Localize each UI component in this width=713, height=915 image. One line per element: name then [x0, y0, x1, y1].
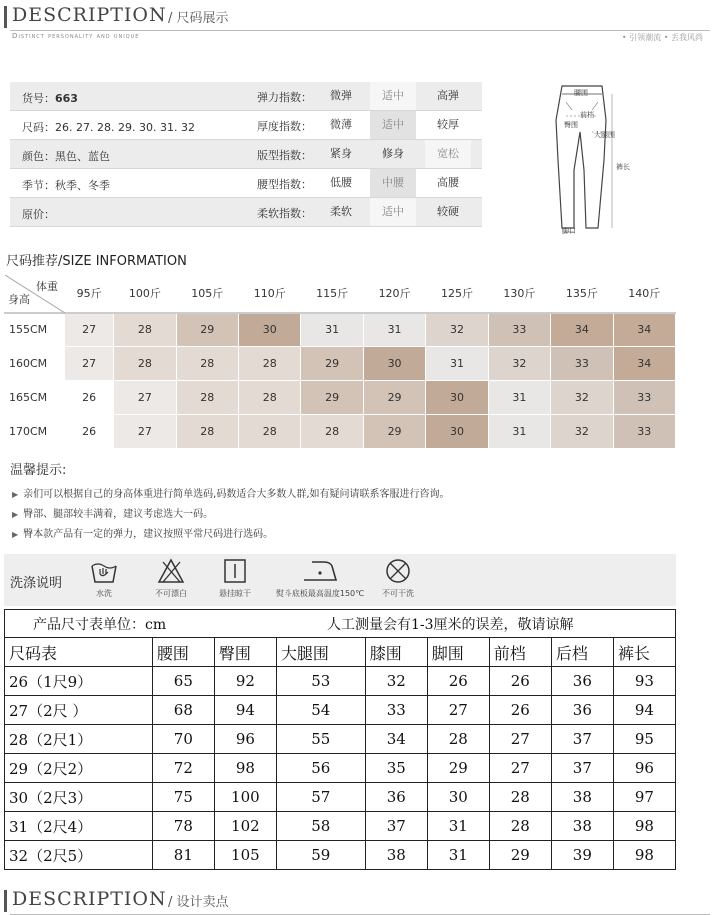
measurement-cell: 56	[276, 754, 365, 783]
weight-header: 100斤	[114, 275, 176, 313]
size-cell: 28	[239, 381, 301, 415]
corner-weight-label: 体重	[36, 280, 58, 293]
measurement-cell: 32	[365, 667, 427, 696]
measurement-cell: 92	[214, 667, 276, 696]
index-option: 柔软	[330, 205, 352, 218]
measurement-cell: 59	[276, 841, 365, 870]
measurement-cell: 72	[152, 754, 214, 783]
tips-title: 温馨提示:	[10, 463, 67, 478]
size-cell: 31	[426, 347, 488, 381]
header-divider	[10, 30, 710, 31]
diagram-label-thigh: 大腿围	[594, 131, 615, 139]
diagram-label-hip: 臀围	[564, 121, 578, 129]
pants-diagram	[540, 80, 660, 240]
measurement-column-header: 臀围	[214, 638, 276, 667]
measurement-cell: 27	[489, 754, 551, 783]
measurement-cell: 93	[613, 667, 675, 696]
measurement-cell: 57	[276, 783, 365, 812]
product-attr	[22, 119, 195, 135]
measurement-cell: 55	[276, 725, 365, 754]
size-cell: 27	[114, 415, 176, 449]
measurement-cell: 36	[365, 783, 427, 812]
product-info-row	[10, 140, 482, 169]
header-title: DESCRIPTION	[12, 4, 167, 26]
diagram-label-front-rise: 前档	[580, 111, 594, 119]
tip-item: ▶ 臀本款产品有一定的弹力，建议按照平常尺码进行选码。	[12, 525, 273, 540]
index-label: 弹力指数：	[257, 91, 312, 104]
index-option: 高腰	[437, 176, 459, 189]
weight-header: 130斤	[488, 275, 550, 313]
measurement-cell: 30	[427, 783, 489, 812]
measurement-cell: 37	[365, 812, 427, 841]
measurement-cell: 27	[489, 725, 551, 754]
grid-row	[5, 313, 676, 347]
measurement-cell: 35	[365, 754, 427, 783]
product-attr-value: 秋季、冬季	[55, 179, 110, 192]
measurement-cell: 98	[613, 812, 675, 841]
size-cell: 33	[613, 381, 675, 415]
size-cell: 34	[613, 347, 675, 381]
size-cell: 33	[488, 313, 550, 347]
measurement-cell: 28	[427, 725, 489, 754]
size-cell: 32	[551, 415, 613, 449]
product-attr-value: 663	[55, 92, 78, 105]
weight-header: 110斤	[239, 275, 301, 313]
measurement-size-label: 30（2尺3）	[5, 783, 153, 812]
size-cell: 33	[613, 415, 675, 449]
measurement-cell: 96	[613, 754, 675, 783]
measurement-row	[5, 725, 676, 754]
product-attr-label: 尺码：	[22, 121, 55, 134]
index-option: 微薄	[330, 118, 352, 131]
size-cell: 29	[363, 381, 425, 415]
measurement-cell: 100	[214, 783, 276, 812]
measurement-row	[5, 841, 676, 870]
size-recommend-grid	[4, 274, 676, 449]
grid-corner	[5, 275, 65, 313]
size-cell: 29	[176, 313, 238, 347]
product-info-row	[10, 198, 482, 227]
grid-row	[5, 347, 676, 381]
product-info-row	[10, 82, 482, 111]
tip-item: ▶ 臀部、腿部较丰满着，建议考虑选大一码。	[12, 505, 213, 520]
index-label: 版型指数：	[257, 149, 312, 162]
weight-header: 125斤	[426, 275, 488, 313]
measurement-cell: 53	[276, 667, 365, 696]
size-cell: 30	[426, 415, 488, 449]
measurement-cell: 26	[489, 667, 551, 696]
size-cell: 28	[239, 347, 301, 381]
grid-header-row	[5, 275, 676, 313]
index-option-selected: 适中	[370, 111, 416, 139]
size-cell: 31	[488, 381, 550, 415]
measurement-cell: 95	[613, 725, 675, 754]
product-attr-label: 原价：	[22, 208, 55, 221]
measurement-cell: 98	[214, 754, 276, 783]
size-cell: 32	[488, 347, 550, 381]
measurement-column-header: 膝围	[365, 638, 427, 667]
footer-subtitle: / 设计卖点	[168, 895, 229, 910]
header-tagline: Distinct personality and unique	[12, 32, 140, 40]
size-cell: 27	[65, 313, 114, 347]
height-label: 160CM	[5, 347, 65, 381]
product-attr	[22, 90, 78, 106]
diagram-label-length: 裤长	[616, 163, 630, 171]
product-attr	[22, 148, 110, 164]
tip-item: ▶ 亲们可以根据自己的身高体重进行简单选码,码数适合大多数人群,如有疑问请联系客服进行咨询。	[12, 485, 450, 500]
measurement-row	[5, 696, 676, 725]
weight-header: 135斤	[551, 275, 613, 313]
size-cell: 31	[301, 313, 363, 347]
measurement-column-header: 大腿围	[276, 638, 365, 667]
size-cell: 28	[301, 415, 363, 449]
measurement-cell: 37	[551, 725, 613, 754]
index-option: 修身	[382, 147, 404, 160]
size-cell: 26	[65, 381, 114, 415]
size-cell: 28	[239, 415, 301, 449]
index-option-selected: 中腰	[370, 169, 416, 197]
index-label: 厚度指数：	[257, 120, 312, 133]
no-bleach-text: 不可漂白	[155, 589, 187, 598]
index-option: 微弹	[330, 89, 352, 102]
header-slogan: • 引领潮流 • 丢我风尚	[621, 33, 703, 42]
weight-header: 115斤	[301, 275, 363, 313]
index-label: 柔软指数：	[257, 207, 312, 220]
measurement-cell: 39	[551, 841, 613, 870]
index-option: 较厚	[437, 118, 459, 131]
size-cell: 30	[426, 381, 488, 415]
size-cell: 33	[551, 347, 613, 381]
size-cell: 28	[114, 347, 176, 381]
section-header-bottom	[0, 888, 713, 915]
height-label: 170CM	[5, 415, 65, 449]
grid-row	[5, 381, 676, 415]
measurement-cell: 26	[489, 696, 551, 725]
measurement-cell: 37	[551, 754, 613, 783]
measurement-cell: 94	[613, 696, 675, 725]
size-cell: 31	[363, 313, 425, 347]
measurement-cell: 26	[427, 667, 489, 696]
index-label: 腰型指数：	[257, 178, 312, 191]
measurement-cell: 38	[551, 783, 613, 812]
height-label: 165CM	[5, 381, 65, 415]
product-info-row	[10, 169, 482, 198]
product-attr-value: 26. 27. 28. 29. 30. 31. 32	[55, 121, 195, 134]
no-dry-clean-icon	[376, 556, 420, 599]
index-option-selected: 适中	[370, 82, 416, 110]
measurement-cell: 29	[427, 754, 489, 783]
index-option: 较硬	[437, 205, 459, 218]
index-option: 低腰	[330, 176, 352, 189]
measurement-cell: 31	[427, 841, 489, 870]
size-cell: 29	[301, 347, 363, 381]
measurement-column-header: 脚围	[427, 638, 489, 667]
footer-title: DESCRIPTION	[12, 888, 167, 910]
measurement-row	[5, 783, 676, 812]
index-option: 紧身	[330, 147, 352, 160]
measurement-size-label: 26（1尺9）	[5, 667, 153, 696]
measurement-column-header: 裤长	[613, 638, 675, 667]
weight-header: 95斤	[65, 275, 114, 313]
measurement-size-label: 28（2尺1）	[5, 725, 153, 754]
size-cell: 31	[488, 415, 550, 449]
measurement-cell: 28	[489, 812, 551, 841]
size-cell: 34	[613, 313, 675, 347]
height-label: 155CM	[5, 313, 65, 347]
size-cell: 28	[114, 313, 176, 347]
measurement-cell: 33	[365, 696, 427, 725]
measurement-column-header: 腰围	[152, 638, 214, 667]
no-dry-clean-text: 不可干洗	[382, 589, 414, 598]
hand-wash-icon	[84, 556, 124, 599]
size-cell: 28	[176, 415, 238, 449]
diagram-label-hem: 脚口	[562, 227, 576, 235]
header-bar	[4, 6, 7, 28]
weight-header: 105斤	[176, 275, 238, 313]
measurement-cell: 96	[214, 725, 276, 754]
pants-outline-icon	[540, 80, 660, 240]
measurement-cell: 54	[276, 696, 365, 725]
footer-bar	[4, 890, 7, 912]
size-cell: 28	[176, 381, 238, 415]
hang-dry-icon	[210, 556, 260, 599]
measurement-cell: 38	[365, 841, 427, 870]
measurement-note-row	[5, 610, 676, 638]
weight-header: 120斤	[363, 275, 425, 313]
size-cell: 32	[551, 381, 613, 415]
measurement-size-label: 31（2尺4）	[5, 812, 153, 841]
measurement-row	[5, 754, 676, 783]
product-attr	[22, 206, 55, 222]
size-cell: 27	[114, 381, 176, 415]
measurement-cell: 38	[551, 812, 613, 841]
measurement-cell: 65	[152, 667, 214, 696]
size-cell: 26	[65, 415, 114, 449]
measurement-cell: 29	[489, 841, 551, 870]
diagram-label-waist: 腰围	[574, 89, 588, 97]
product-info	[10, 82, 482, 227]
section-header	[0, 4, 713, 44]
measurement-size-label: 27（2尺 ）	[5, 696, 153, 725]
size-cell: 27	[65, 347, 114, 381]
no-bleach-icon	[146, 556, 196, 599]
measurement-row	[5, 812, 676, 841]
index-option-selected: 宽松	[425, 140, 471, 168]
measurement-cell: 75	[152, 783, 214, 812]
size-cell: 34	[551, 313, 613, 347]
measurement-cell: 97	[613, 783, 675, 812]
size-cell: 28	[176, 347, 238, 381]
measurement-column-header: 前档	[489, 638, 551, 667]
measurement-header-row	[5, 638, 676, 667]
measurement-table	[4, 609, 676, 870]
measurement-cell: 27	[427, 696, 489, 725]
size-recommend-title: 尺码推荐/SIZE INFORMATION	[6, 254, 187, 269]
measurement-row	[5, 667, 676, 696]
measurement-cell: 70	[152, 725, 214, 754]
size-cell: 30	[239, 313, 301, 347]
product-attr-label: 季节：	[22, 179, 55, 192]
iron-text: 熨斗底板最高温度150℃	[275, 589, 365, 598]
measurement-size-label: 32（2尺5）	[5, 841, 153, 870]
measurement-cell: 105	[214, 841, 276, 870]
corner-height-label: 身高	[8, 292, 30, 306]
measurement-cell: 58	[276, 812, 365, 841]
iron-icon	[272, 556, 368, 599]
product-attr-label: 颜色：	[22, 150, 55, 163]
measurement-cell: 81	[152, 841, 214, 870]
measurement-unit-note: 产品尺寸表单位：cm	[33, 616, 167, 633]
hang-dry-text: 悬挂晾干	[219, 589, 251, 598]
grid-row	[5, 415, 676, 449]
measurement-error-note: 人工测量会有1-3厘米的误差，敬请谅解	[327, 616, 574, 633]
index-option-selected: 适中	[370, 198, 416, 226]
measurement-cell: 78	[152, 812, 214, 841]
measurement-cell: 68	[152, 696, 214, 725]
product-attr-label: 货号：	[22, 92, 55, 105]
measurement-cell: 34	[365, 725, 427, 754]
product-attr-value: 黑色、蓝色	[55, 150, 110, 163]
weight-header: 140斤	[613, 275, 675, 313]
product-info-row	[10, 111, 482, 140]
measurement-size-label: 29（2尺2）	[5, 754, 153, 783]
index-option: 高弹	[437, 89, 459, 102]
wash-label: 洗涤说明	[10, 576, 63, 591]
measurement-cell: 36	[551, 696, 613, 725]
measurement-cell: 31	[427, 812, 489, 841]
size-cell: 32	[426, 313, 488, 347]
hand-wash-text: 水洗	[96, 589, 112, 598]
header-subtitle: / 尺码展示	[168, 11, 229, 26]
size-cell: 29	[363, 415, 425, 449]
measurement-cell: 36	[551, 667, 613, 696]
measurement-cell: 28	[489, 783, 551, 812]
product-attr	[22, 177, 110, 193]
wash-instructions	[4, 554, 676, 606]
measurement-cell: 102	[214, 812, 276, 841]
measurement-cell: 98	[613, 841, 675, 870]
measurement-column-header: 后档	[551, 638, 613, 667]
measurement-column-header: 尺码表	[5, 638, 153, 667]
size-cell: 29	[301, 381, 363, 415]
measurement-cell: 94	[214, 696, 276, 725]
size-cell: 30	[363, 347, 425, 381]
